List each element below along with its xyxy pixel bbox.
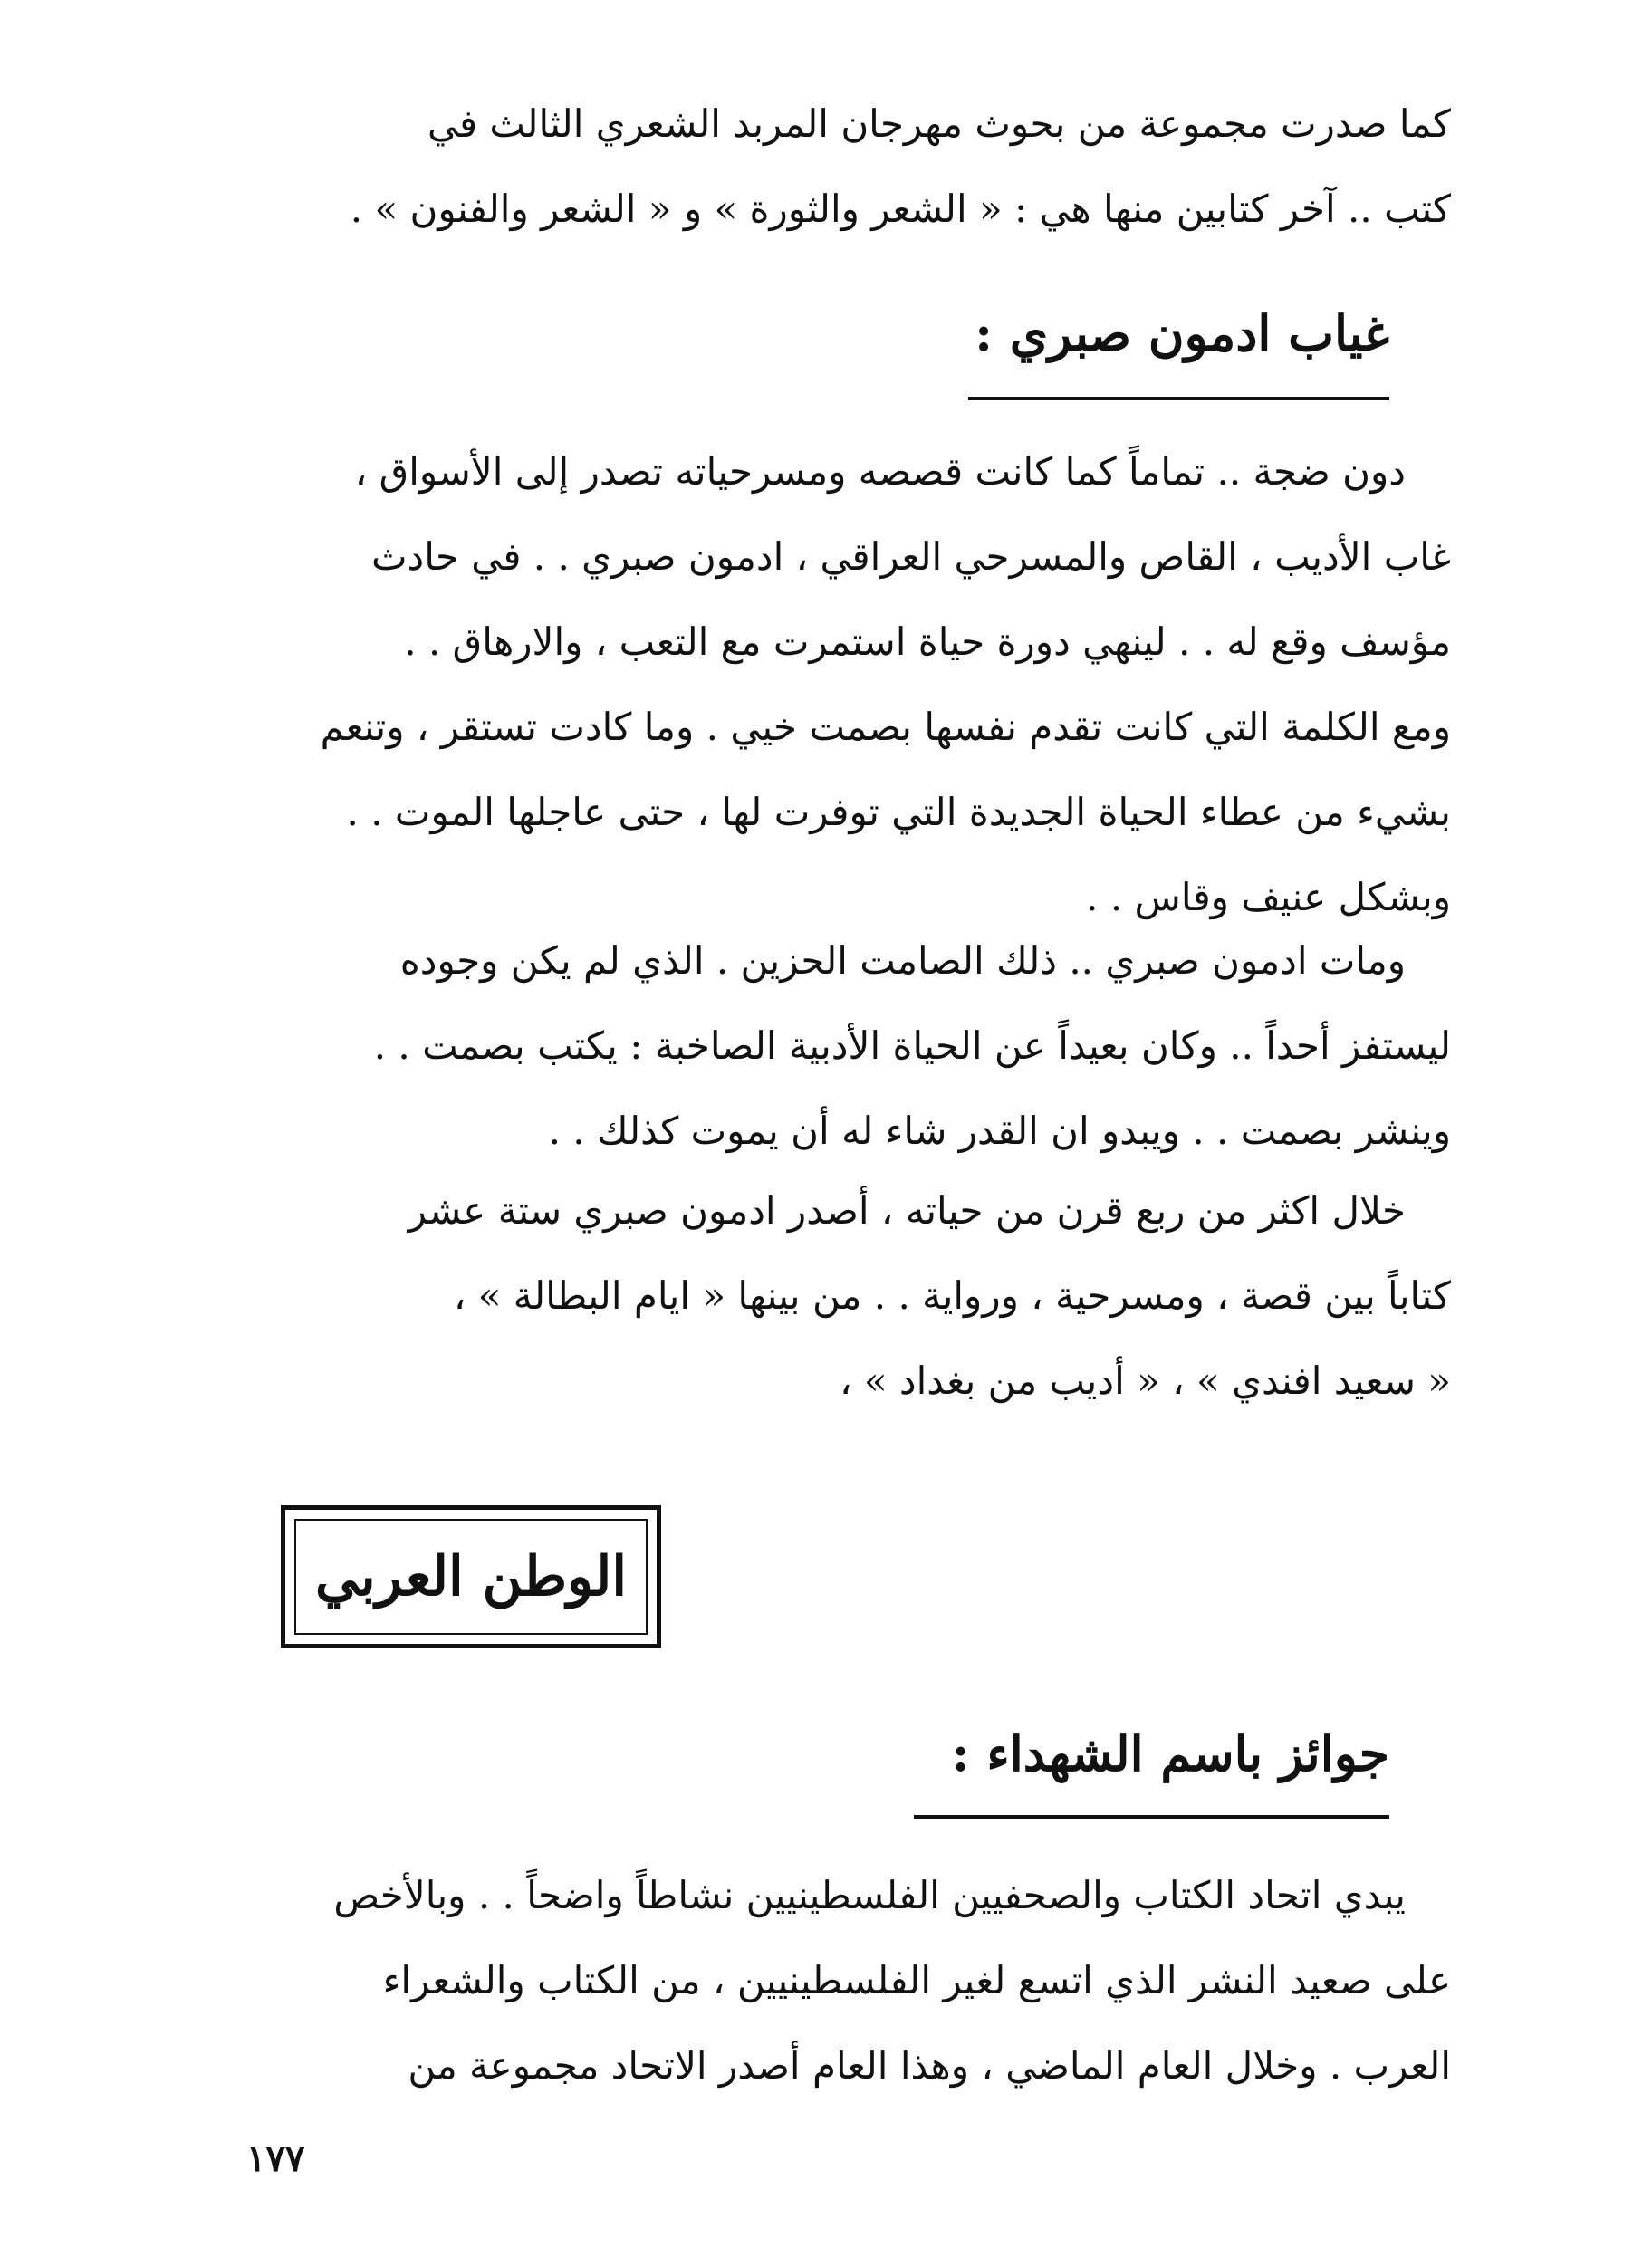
text-line: وينشر بصمت . . ويبدو ان القدر شاء له أن يموت كذلك . . (548, 1109, 1451, 1153)
section-1-paragraph-2 (201, 918, 1451, 1174)
text-line: دون ضجة .. تماماً كما كانت قصصه ومسرحياته تصدر إلى الأسواق ، (354, 449, 1406, 494)
text-line: ليستفز أحداً .. وكان بعيداً عن الحياة الأدبية الصاخبة : يكتب بصمت . . (373, 1023, 1451, 1068)
heading-underline (914, 1815, 1389, 1819)
text-line: « سعيد افندي » ، « أديب من بغداد » ، (839, 1359, 1451, 1403)
section-1-paragraph-3 (201, 1168, 1451, 1424)
section-heading-martyrs-awards: جوائز باسم الشهداء : (951, 1724, 1389, 1782)
text-line: غاب الأديب ، القاص والمسرحي العراقي ، ادمون صبري . . في حادث (370, 534, 1451, 579)
section-2-paragraph-1 (201, 1853, 1451, 2108)
text-line: مؤسف وقع له . . لينهي دورة حياة استمرت مع التعب ، والارهاق . . (404, 619, 1451, 664)
heading-underline (968, 397, 1389, 400)
text-line: يبدي اتحاد الكتاب والصحفيين الفلسطينيين نشاطاً واضحاً . . وبالأخص (333, 1873, 1406, 1917)
text-line: خلال اكثر من ربع قرن من حياته ، أصدر ادمون صبري ستة عشر (408, 1188, 1406, 1233)
intro-paragraph (201, 82, 1451, 252)
boxed-title-text: الوطن العربي (294, 1519, 648, 1635)
page-number: ١٧٧ (246, 2137, 305, 2180)
section-1-paragraph-1 (201, 429, 1451, 940)
text-line: ومات ادمون صبري .. ذلك الصامت الحزين . الذي لم يكن وجوده (399, 938, 1406, 983)
boxed-section-title (281, 1505, 661, 1648)
text-line: على صعيد النشر الذي اتسع لغير الفلسطينيين ، من الكتاب والشعراء (382, 1958, 1451, 2002)
text-line: العرب . وخلال العام الماضي ، وهذا العام أصدر الاتحاد مجموعة من (408, 2043, 1451, 2088)
section-heading-edmond-sabri: غياب ادمون صبري : (975, 304, 1389, 362)
text-line: ومع الكلمة التي كانت تقدم نفسها بصمت خيي . وما كادت تستقر ، وتنعم (320, 705, 1451, 749)
text-line: وبشكل عنيف وقاس . . (1086, 875, 1451, 919)
text-line: كتب .. آخر كتابين منها هي : « الشعر والثورة » و « الشعر والفنون » . (350, 187, 1451, 231)
text-line: كما صدرت مجموعة من بحوث مهرجان المربد الشعري الثالث في (427, 101, 1451, 146)
text-line: كتاباً بين قصة ، ومسرحية ، ورواية . . من بينها « ايام البطالة » ، (453, 1273, 1451, 1318)
text-line: بشيء من عطاء الحياة الجديدة التي توفرت لها ، حتى عاجلها الموت . . (346, 790, 1451, 834)
